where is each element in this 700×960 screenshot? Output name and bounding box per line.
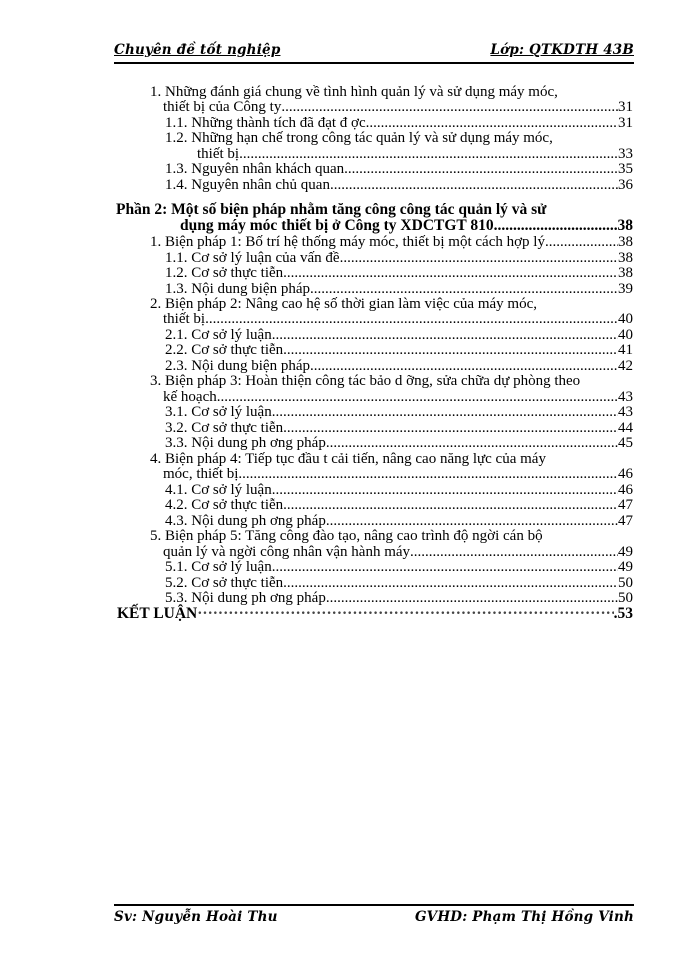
toc-page-number: 47 <box>618 497 633 513</box>
dot-leader <box>283 420 618 436</box>
toc-page-number: 49 <box>618 544 633 560</box>
toc-page-number: 38 <box>617 217 633 234</box>
toc-entry <box>163 99 633 115</box>
toc-page-number: 45 <box>618 435 633 451</box>
toc-entry <box>150 528 543 544</box>
toc-entry <box>165 482 633 498</box>
toc-entry <box>165 404 633 420</box>
dot-leader <box>239 146 618 162</box>
toc-entry-title: 1.2. Những hạn chế trong công tác quản lý và sử dụng máy móc, <box>165 130 553 146</box>
toc-page-number: 50 <box>618 590 633 606</box>
page-footer <box>114 904 634 928</box>
dot-leader <box>283 342 618 358</box>
dot-leader <box>310 281 618 297</box>
dot-leader <box>272 482 618 498</box>
toc-entry <box>163 311 633 327</box>
dot-leader <box>283 497 618 513</box>
toc-entry <box>165 281 633 297</box>
dot-leader <box>326 435 618 451</box>
toc-entry-title: thiết bị <box>197 146 240 162</box>
dot-leader <box>340 250 618 266</box>
toc-entry-title: Phần 2: Một số biện pháp nhằm tăng công công tác quản lý và sử <box>116 201 547 218</box>
toc-entry <box>197 146 633 162</box>
toc-entry <box>150 373 580 389</box>
toc-entry <box>165 358 633 374</box>
dot-leader <box>197 606 613 622</box>
toc-entry-title: 5.1. Cơ sở lý luận <box>165 559 272 575</box>
toc-entry-title: 1.3. Nội dung biện pháp <box>165 281 310 297</box>
toc-entry-title: KẾT LUẬN <box>117 605 198 622</box>
toc-page-number: 31 <box>618 99 633 115</box>
toc-entry <box>163 466 633 482</box>
toc-page-number: 43 <box>618 404 633 420</box>
page-header <box>114 42 634 64</box>
toc-entry-title: 1.1. Cơ sở lý luận của vấn đề <box>165 250 340 266</box>
toc-page-number: 40 <box>618 327 633 343</box>
toc-entry-title: 5. Biện pháp 5: Tăng công đào tạo, nâng cao trình độ ngời cán bộ <box>150 528 543 544</box>
toc-entry-title: quản lý và ngời công nhân vận hành máy <box>163 544 411 560</box>
dot-leader <box>272 404 618 420</box>
toc-entry <box>165 327 633 343</box>
toc-entry <box>165 342 633 358</box>
toc-entry <box>165 435 633 451</box>
toc-entry-title: 4.3. Nội dung ph ơng pháp <box>165 513 326 529</box>
dot-leader <box>330 177 618 193</box>
toc-page-number: 42 <box>618 358 633 374</box>
toc-entry-title: 2.2. Cơ sở thực tiễn <box>165 342 284 358</box>
toc-entry <box>150 296 537 312</box>
toc-entry <box>165 497 633 513</box>
toc-entry-title: 4.2. Cơ sở thực tiễn <box>165 497 284 513</box>
dot-leader <box>272 327 618 343</box>
toc-page-number: 31 <box>618 115 633 131</box>
toc-page-number: 33 <box>618 146 633 162</box>
toc-page-number: 50 <box>618 575 633 591</box>
dot-leader <box>326 513 618 529</box>
dot-leader <box>205 311 618 327</box>
dot-leader <box>272 559 618 575</box>
toc-page-number: 39 <box>618 281 633 297</box>
toc-entry-title: 3.1. Cơ sở lý luận <box>165 404 272 420</box>
dot-leader <box>326 590 618 606</box>
toc-entry <box>165 115 633 131</box>
dot-leader <box>238 466 618 482</box>
toc-entry <box>165 590 633 606</box>
toc-entry-title: 4.1. Cơ sở lý luận <box>165 482 272 498</box>
dot-leader <box>217 389 618 405</box>
toc-entry-title: dụng máy móc thiết bị ở Công ty XDCTGT 810 <box>180 217 494 234</box>
toc-entry <box>117 606 633 622</box>
toc-entry <box>180 218 633 234</box>
toc-page-number: 46 <box>618 466 633 482</box>
toc-entry <box>150 451 546 467</box>
toc-page-number: .53 <box>613 605 633 622</box>
toc-page-number: 47 <box>618 513 633 529</box>
toc-page-number: 38 <box>618 234 633 250</box>
toc-page-number: 46 <box>618 482 633 498</box>
toc-entry <box>165 420 633 436</box>
header-class: Lớp: QTKDTH 43B <box>490 42 634 58</box>
toc-entry-title: 3. Biện pháp 3: Hoàn thiện công tác bảo d ỡng, sửa chữa dự phòng theo <box>150 373 581 389</box>
dot-leader <box>410 544 618 560</box>
toc-entry-title: 5.3. Nội dung ph ơng pháp <box>165 590 326 606</box>
toc-entry <box>150 84 558 100</box>
toc-entry-title: 2.3. Nội dung biện pháp <box>165 358 310 374</box>
toc-page-number: 40 <box>618 311 633 327</box>
toc-entry <box>116 202 546 218</box>
toc-entry-title: 1.2. Cơ sở thực tiễn <box>165 265 284 281</box>
toc-entry-title: 1. Những đánh giá chung về tình hình quản lý và sử dụng máy móc, <box>150 84 558 100</box>
dot-leader <box>494 218 618 234</box>
toc-entry-title: 1.3. Nguyên nhân khách quan <box>165 161 345 177</box>
toc-page-number: 38 <box>618 265 633 281</box>
toc-entry <box>163 544 633 560</box>
toc-entry-title: 1.1. Những thành tích đã đạt đ ợc <box>165 115 366 131</box>
toc-page-number: 36 <box>618 177 633 193</box>
toc-entry-title: 2. Biện pháp 2: Nâng cao hệ số thời gian làm việc của máy móc, <box>150 296 537 312</box>
toc-page-number: 49 <box>618 559 633 575</box>
toc-page-number: 41 <box>618 342 633 358</box>
dot-leader <box>545 234 618 250</box>
toc-entry <box>150 234 633 250</box>
dot-leader <box>283 575 618 591</box>
toc-page-number: 44 <box>618 420 633 436</box>
footer-student: Sv: Nguyễn Hoài Thu <box>114 909 278 925</box>
toc-entry-title: móc, thiết bị <box>163 466 239 482</box>
toc-entry-title: thiết bị <box>163 311 206 327</box>
dot-leader <box>344 161 618 177</box>
toc-entry <box>165 130 553 146</box>
toc-entry <box>165 575 633 591</box>
toc-entry-title: 5.2. Cơ sở thực tiễn <box>165 575 284 591</box>
toc-page-number: 43 <box>618 389 633 405</box>
toc-entry <box>165 161 633 177</box>
toc-entry-title: 1.4. Nguyên nhân chủ quan <box>165 177 330 193</box>
toc-entry-title: kế hoạch <box>163 389 217 405</box>
toc-entry-title: 3.3. Nội dung ph ơng pháp <box>165 435 326 451</box>
toc-entry <box>165 513 633 529</box>
dot-leader <box>283 265 618 281</box>
toc-entry-title: 2.1. Cơ sở lý luận <box>165 327 272 343</box>
toc-entry-title: 1. Biện pháp 1: Bố trí hệ thống máy móc, thiết bị một cách hợp lý <box>150 234 545 250</box>
toc-entry <box>163 389 633 405</box>
dot-leader <box>281 99 618 115</box>
dot-leader <box>310 358 618 374</box>
toc-entry <box>165 250 633 266</box>
toc-entry <box>165 265 633 281</box>
toc-entry-title: thiết bị của Công ty <box>163 99 282 115</box>
toc-page-number: 38 <box>618 250 633 266</box>
header-title: Chuyên đề tốt nghiệp <box>114 42 281 58</box>
toc-page-number: 35 <box>618 161 633 177</box>
toc-entry-title: 3.2. Cơ sở thực tiễn <box>165 420 284 436</box>
dot-leader <box>366 115 618 131</box>
toc-entry <box>165 559 633 575</box>
toc-entry <box>165 177 633 193</box>
toc-entry-title: 4. Biện pháp 4: Tiếp tục đầu t cải tiến, nâng cao năng lực của máy <box>150 451 546 467</box>
footer-advisor: GVHD: Phạm Thị Hồng Vinh <box>414 909 634 925</box>
